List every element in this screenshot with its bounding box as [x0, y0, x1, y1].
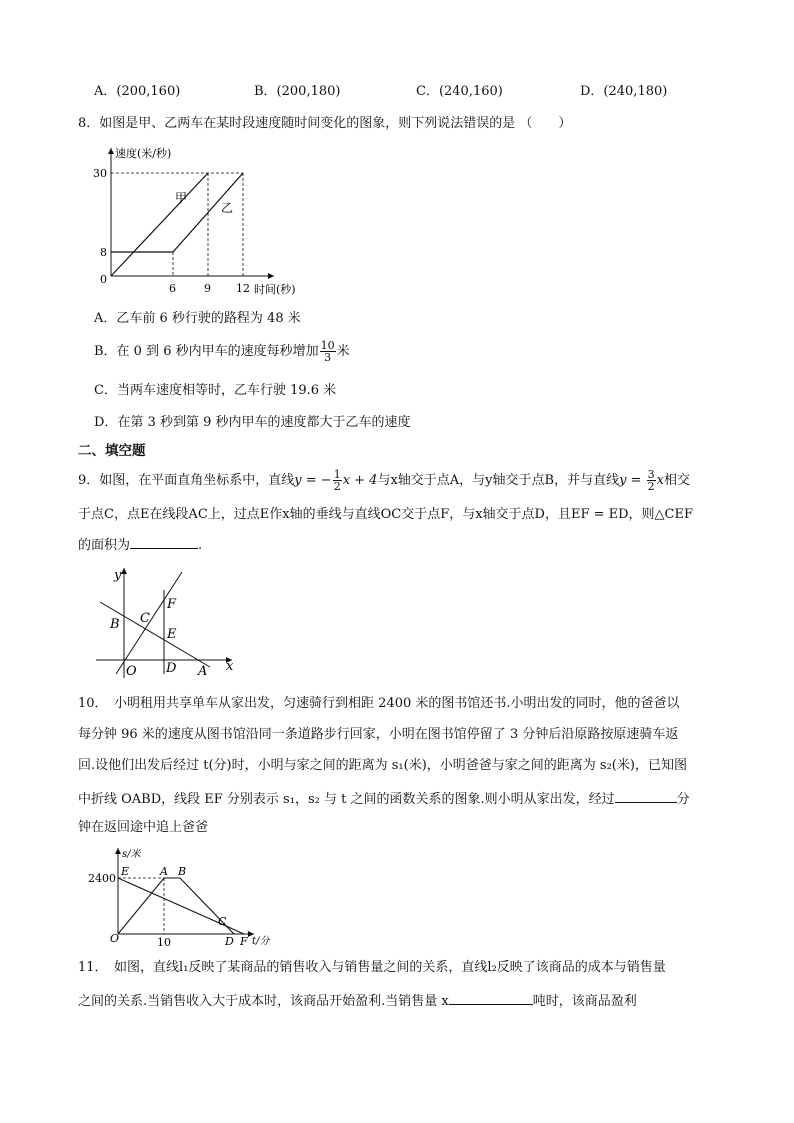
q9-label-y: y	[114, 568, 122, 583]
q9-eq2-fraction	[647, 469, 656, 492]
q10-answer-blank[interactable]	[615, 788, 677, 803]
q10-xtick-10: 10	[157, 936, 171, 949]
q8-option-b-fraction	[320, 340, 336, 363]
q7-options	[94, 82, 714, 102]
q10-label-f: F	[240, 935, 248, 948]
q9-text-c: 相交	[663, 473, 690, 488]
q8-ytick-0: 0	[100, 273, 107, 286]
q9-eq2-num: 3	[647, 468, 655, 481]
q8-fraction-den: 3	[324, 351, 332, 364]
q8-label-yi: 乙	[221, 201, 234, 215]
q8-option-c: C．当两车速度相等时，乙车行驶 19.6 米	[94, 383, 337, 398]
q9-eq2-den: 2	[647, 480, 655, 493]
q9-eq2-pre: y =	[619, 473, 646, 488]
q8-xtick-12: 12	[236, 282, 250, 295]
q11-line-2	[78, 990, 637, 1012]
q8-option-d: D．在第 3 秒到第 9 秒内甲车的速度都大于乙车的速度	[94, 415, 411, 430]
q8-ylabel: 速度(米/秒)	[115, 147, 172, 160]
q9-coordinate-figure	[90, 562, 240, 682]
q8-ytick-8: 8	[100, 246, 107, 259]
q8-speed-graph	[92, 140, 322, 300]
q10-line-5: 钟在返回途中追上爸爸	[78, 820, 209, 835]
q9-eq1-fraction	[333, 469, 342, 492]
q7-option-a: A．(200,160)	[94, 84, 181, 99]
q10-line-2: 每分钟 96 米的速度从图书馆沿同一条道路步行回家，小明在图书馆停留了 3 分钟后沿原路按原速骑车返	[78, 727, 679, 742]
q9-text-b: 与x轴交于点A，与y轴交于点B，并与直线	[377, 473, 620, 488]
q10-ytick-2400: 2400	[88, 872, 116, 885]
q10-line-oabd	[118, 878, 234, 934]
q10-label-o: O	[110, 932, 120, 945]
q9-line-1	[78, 468, 690, 494]
q9-text-a: 9．如图，在平面直角坐标系中，直线	[78, 473, 295, 488]
q10-distance-figure	[88, 842, 288, 952]
q9-line-ab	[100, 602, 210, 667]
q9-line-2: 于点C，点E在线段AC上，过点E作x轴的垂线与直线OC交于点F，与x轴交于点D，且EF = ED，则△CEF	[78, 507, 694, 522]
q8-xtick-6: 6	[169, 282, 176, 295]
q11-answer-blank[interactable]	[449, 990, 533, 1005]
q11-text-b: 吨时，该商品盈利	[532, 994, 637, 1009]
q8-xlabel: 时间(秒)	[254, 283, 296, 296]
q8-option-a: A．乙车前 6 秒行驶的路程为 48 米	[94, 311, 301, 326]
q10-label-a: A	[160, 865, 168, 878]
q9-label-f: F	[167, 597, 177, 612]
q10-line-1: 10． 小明租用共享单车从家出发，匀速骑行到相距 2400 米的图书馆还书.小明出发的同时，他的爸爸以	[78, 696, 680, 711]
q9-label-a: A	[198, 664, 208, 679]
q9-eq1-den: 2	[333, 480, 341, 493]
q10-line-4	[78, 788, 690, 810]
q10-label-e: E	[121, 865, 130, 878]
q8-fraction-num: 10	[320, 339, 335, 352]
q10-label-b: B	[178, 865, 187, 878]
q8-option-b-unit: 米	[336, 344, 350, 359]
q7-option-d: D．(240,180)	[580, 84, 668, 99]
q9-label-e: E	[167, 627, 177, 642]
q9-eq2-post: x	[656, 473, 664, 488]
q10-label-c: C	[218, 915, 227, 928]
q9-period: .	[198, 538, 203, 553]
q11-line-1: 11． 如图，直线l₁反映了某商品的销售收入与销售量之间的关系，直线l₂反映了该商品的成本与销售量	[78, 960, 666, 975]
q7-option-b: B．(200,180)	[254, 84, 341, 99]
q8-option-b-text: B．在 0 到 6 秒内甲车的速度每秒增加	[94, 344, 319, 359]
q8-line-jia	[111, 173, 208, 276]
q8-ytick-30: 30	[93, 167, 107, 180]
q9-label-x: x	[226, 659, 234, 674]
q10-unit: 分	[676, 792, 690, 807]
q9-label-b: B	[110, 617, 120, 632]
q10-label-d: D	[225, 935, 234, 948]
q8-xtick-9: 9	[204, 282, 211, 295]
q9-label-c: C	[140, 611, 150, 626]
section-title-fill-blank: 二、填空题	[78, 443, 146, 459]
q10-line-3: 回.设他们出发后经过 t(分)时，小明与家之间的距离为 s₁(米)，小明爸爸与家之间的距离为 s₂(米)，已知图	[78, 758, 687, 773]
q8-label-jia: 甲	[175, 191, 188, 205]
q11-text-a: 之间的关系.当销售收入大于成本时，该商品开始盈利.当销售量 x	[78, 994, 449, 1009]
q10-xlabel: t/分	[252, 936, 270, 947]
q8-option-b	[94, 340, 350, 364]
q9-label-o: O	[126, 664, 137, 679]
q9-eq1-post: x + 4	[342, 473, 378, 488]
q10-text: 中折线 OABD，线段 EF 分别表示 s₁，s₂ 与 t 之间的函数关系的图象.则小明从家出发，经过	[78, 792, 615, 807]
q10-ylabel: s/米	[122, 849, 141, 860]
q7-option-c: C．(240,160)	[416, 84, 503, 99]
q9-label-d: D	[166, 661, 177, 676]
q9-answer-blank[interactable]	[130, 534, 198, 549]
q9-eq1-pre: y = −	[294, 473, 332, 488]
q9-eq1-num: 1	[333, 468, 341, 481]
q9-text-area: 的面积为	[78, 538, 131, 553]
q8-stem: 8．如图是甲、乙两车在某时段速度随时间变化的图象，则下列说法错误的是 （ ）	[78, 116, 572, 131]
q9-line-3	[78, 534, 202, 556]
